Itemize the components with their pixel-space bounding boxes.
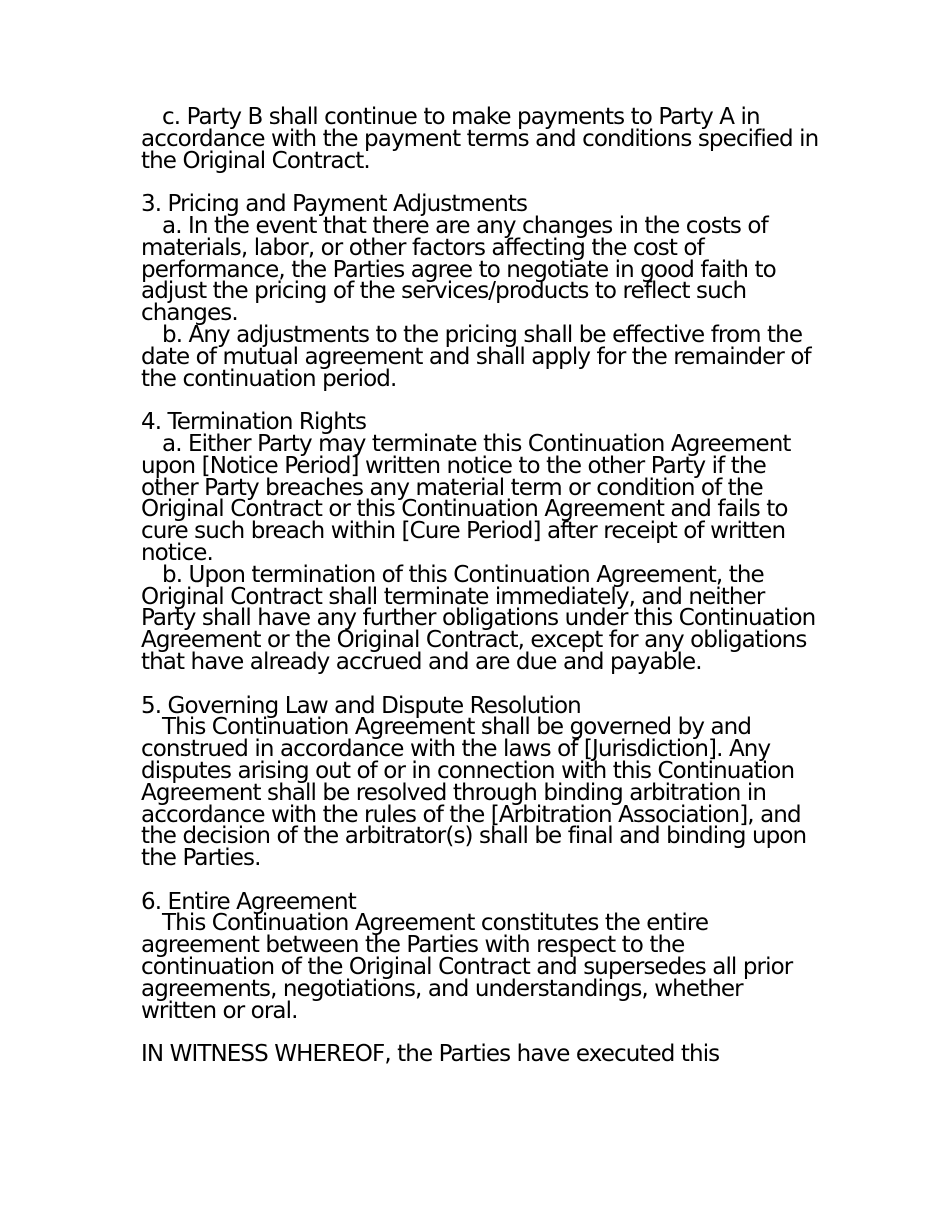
clause-2c-paragraph: c. Party B shall continue to make payments to Party A in accordance with the payment terms and conditions specified in the Original Contract. <box>141 104 819 174</box>
clause-3b-paragraph: b. Any adjustments to the pricing shall be effective from the date of mutual agreement and shall apply for the remainder of the continuation period. <box>141 321 811 392</box>
section-6-heading: 6. Entire Agreement <box>141 888 356 915</box>
document-body <box>141 104 821 1068</box>
clause-4b-paragraph: b. Upon termination of this Continuation Agreement, the Original Contract shall terminate immediately, and neither Party shall have any further obligations under this Continuation Agreement or the Original Contract, except for any obligations that have already accrued and are due and payable. <box>141 561 816 675</box>
clause-3a-paragraph: a. In the event that there are any changes in the costs of materials, labor, or other factors affecting the cost of performance, the Parties agree to negotiate in good faith to adjust the pricing of the services/products to reflect such changes. <box>141 212 776 327</box>
section-5-heading: 5. Governing Law and Dispute Resolution <box>141 692 581 719</box>
section-3-heading: 3. Pricing and Payment Adjustments <box>141 191 528 218</box>
witness-clause: IN WITNESS WHEREOF, the Parties have executed this <box>141 1041 720 1068</box>
clause-4a-paragraph: a. Either Party may terminate this Continuation Agreement upon [Notice Period] written notice to the other Party if the other Party breaches any material term or condition of the Original Contract or this Continuation Agreement and fails to cure such breach within [Cure Period] after receipt of written notice. <box>141 430 791 566</box>
section-5-body: This Continuation Agreement shall be governed by and construed in accordance with the laws of [Jurisdiction]. Any disputes arising out of or in connection with this Continuation Agreement shall be resolved through binding arbitration in accordance with the rules of the [Arbitration Association], and the decision of the arbitrator(s) shall be final and binding upon the Parties. <box>141 714 807 872</box>
section-6-body: This Continuation Agreement constitutes the entire agreement between the Parties with respect to the continuation of the Original Contract and supersedes all prior agreements, negotiations, and understandings, whether written or oral. <box>141 910 793 1024</box>
section-4-heading: 4. Termination Rights <box>141 409 367 436</box>
